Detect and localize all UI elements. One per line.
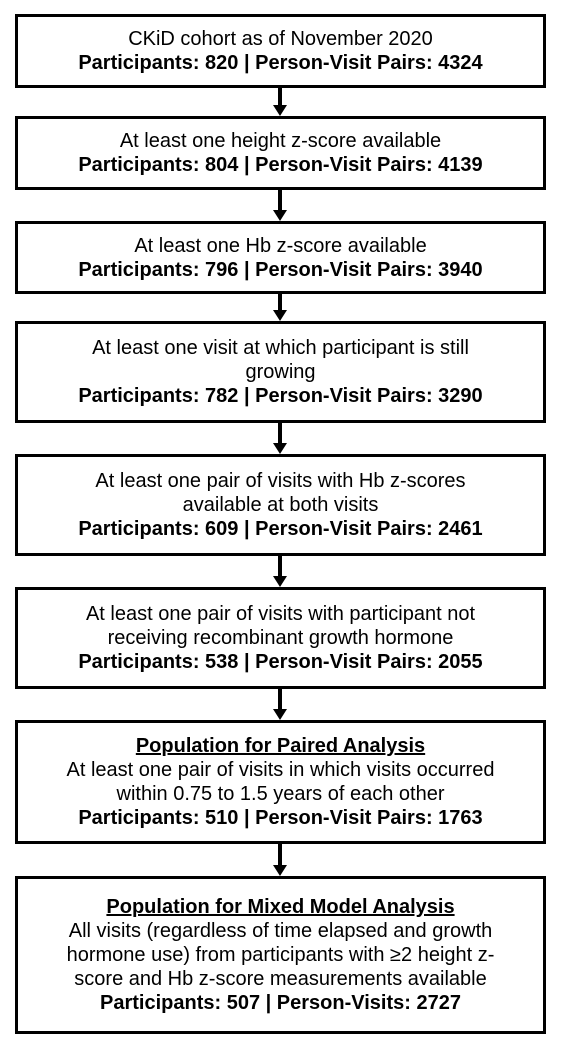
step-3-stats: Participants: 796 | Person-Visit Pairs: 3940	[78, 258, 483, 281]
step-1-stats: Participants: 820 | Person-Visit Pairs: 4324	[78, 52, 483, 74]
step-7-paired-analysis-box	[15, 720, 546, 844]
step-5-hb-pair-box	[15, 454, 546, 556]
arrow-5-to-6	[278, 556, 282, 577]
step-5-description-line-2: available at both visits	[182, 494, 379, 516]
step-5-description-line-1: At least one pair of visits with Hb z-scores	[95, 470, 466, 492]
step-4-still-growing-box	[15, 321, 546, 423]
step-4-stats: Participants: 782 | Person-Visit Pairs: 3290	[78, 385, 483, 407]
step-8-description-line-1: All visits (regardless of time elapsed and growth	[68, 920, 493, 942]
step-4-description-line-2: growing	[245, 361, 316, 383]
step-2-height-zscore-box	[15, 116, 546, 190]
step-3-hb-zscore-box	[15, 221, 546, 294]
arrow-6-to-7	[278, 689, 282, 710]
step-6-description-line-2: receiving recombinant growth hormone	[107, 627, 454, 649]
step-7-stats: Participants: 510 | Person-Visit Pairs: 1763	[78, 807, 483, 829]
step-6-no-growth-hormone-box	[15, 587, 546, 689]
step-7-description-line-2: within 0.75 to 1.5 years of each other	[116, 783, 445, 805]
arrow-7-to-8	[278, 844, 282, 866]
step-3-description: At least one Hb z-score available	[134, 234, 427, 257]
step-1-description: CKiD cohort as of November 2020	[128, 28, 433, 50]
step-8-description-line-2: hormone use) from participants with ≥2 height z-	[66, 944, 495, 966]
step-8-heading: Population for Mixed Model Analysis	[106, 896, 455, 918]
step-2-stats: Participants: 804 | Person-Visit Pairs: 4139	[78, 154, 483, 176]
step-7-heading: Population for Paired Analysis	[135, 735, 426, 757]
arrow-2-to-3	[278, 190, 282, 211]
step-8-stats: Participants: 507 | Person-Visits: 2727	[100, 992, 461, 1014]
arrow-1-to-2	[278, 88, 282, 106]
step-1-cohort-box	[15, 14, 546, 88]
arrow-3-to-4	[278, 294, 282, 311]
step-6-stats: Participants: 538 | Person-Visit Pairs: 2055	[78, 651, 483, 673]
step-7-description-line-1: At least one pair of visits in which visits occurred	[66, 759, 495, 781]
step-8-description-line-3: score and Hb z-score measurements available	[74, 968, 487, 990]
arrow-4-to-5	[278, 423, 282, 444]
step-2-description: At least one height z-score available	[119, 130, 442, 152]
step-4-description-line-1: At least one visit at which participant is still	[92, 337, 469, 359]
step-5-stats: Participants: 609 | Person-Visit Pairs: 2461	[78, 518, 483, 540]
step-8-mixed-model-analysis-box	[15, 876, 546, 1034]
step-6-description-line-1: At least one pair of visits with participant not	[85, 603, 476, 625]
